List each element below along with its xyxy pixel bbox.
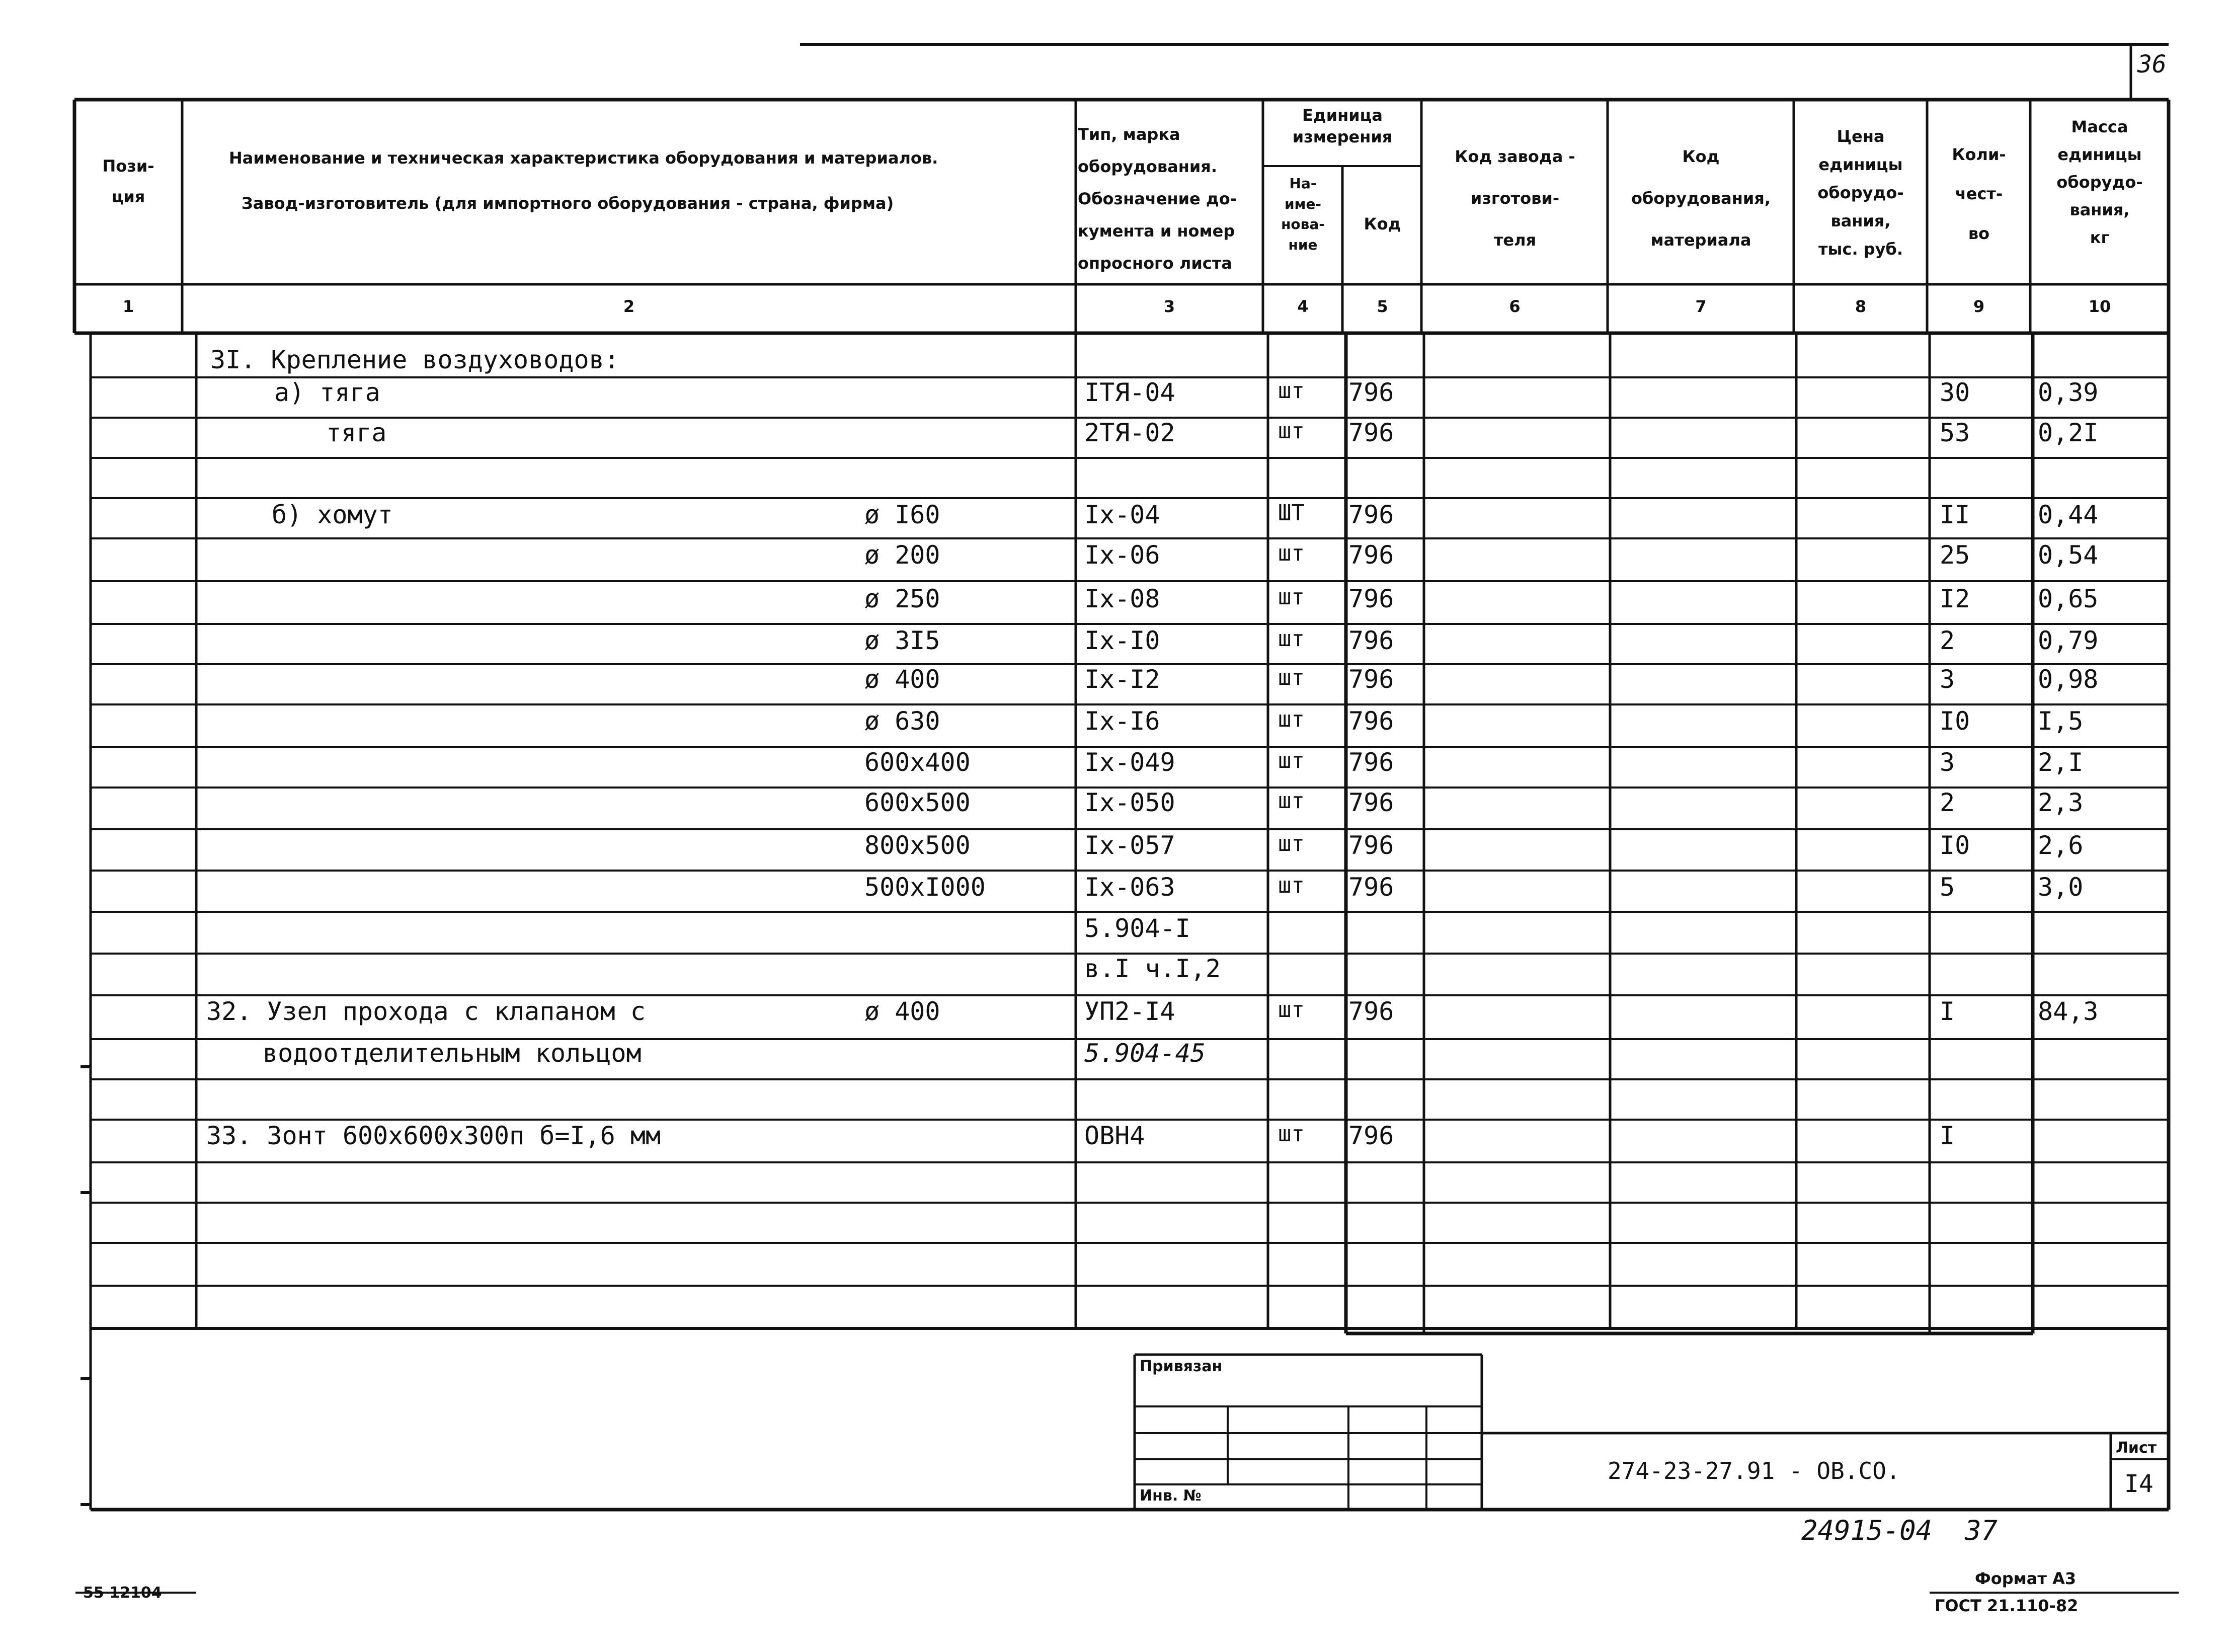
- header-unit-group: Единица измерения: [1292, 106, 1393, 147]
- handwritten-page-number: 37: [1965, 1515, 1998, 1546]
- row-12-mass: 2,3: [2038, 788, 2084, 817]
- column-number-8: 8: [1855, 297, 1867, 316]
- row-2-type: IТЯ-04: [1084, 378, 1175, 407]
- corner-page-number: 36: [2137, 50, 2167, 78]
- row-12-type: Iх-050: [1084, 788, 1175, 817]
- row-16-type: в.I ч.I,2: [1084, 954, 1221, 983]
- row-8-mass: 0,79: [2038, 626, 2099, 655]
- row-10-size: ø 630: [864, 706, 940, 736]
- row-18-name: водоотделительным кольцом: [263, 1039, 642, 1068]
- row-7-code: 796: [1348, 584, 1394, 613]
- row-2-code: 796: [1348, 378, 1394, 407]
- header-equipment-code: Код оборудования, материала: [1631, 147, 1771, 250]
- row-17-unit: шт: [1278, 997, 1305, 1022]
- row-14-mass: 3,0: [2038, 873, 2084, 902]
- row-11-type: Iх-049: [1084, 748, 1175, 777]
- print-code: 55 12104: [83, 1584, 162, 1602]
- row-9-type: Iх-I2: [1084, 665, 1160, 694]
- inventory-label: Инв. №: [1140, 1487, 1202, 1505]
- row-8-qty: 2: [1940, 626, 1955, 655]
- row-12-code: 796: [1348, 788, 1394, 817]
- row-11-mass: 2,I: [2038, 748, 2084, 777]
- row-12-qty: 2: [1940, 788, 1955, 817]
- row-10-type: Iх-I6: [1084, 706, 1160, 736]
- column-number-7: 7: [1695, 297, 1707, 316]
- row-3-type: 2ТЯ-02: [1084, 418, 1175, 447]
- attached-label: Привязан: [1140, 1358, 1223, 1375]
- header-factory-code: Код завода - изготови- теля: [1455, 147, 1575, 250]
- sheet-number: I4: [2124, 1470, 2153, 1498]
- row-20-code: 796: [1348, 1121, 1394, 1150]
- format-label: Формат А3: [1975, 1569, 2077, 1588]
- row-17-name: 32. Узел прохода с клапаном с: [206, 997, 646, 1026]
- row-5-unit: ШТ: [1278, 500, 1305, 526]
- header-mass: Масса единицы оборудо- вания, кг: [2056, 117, 2143, 248]
- row-9-mass: 0,98: [2038, 665, 2099, 694]
- column-number-5: 5: [1377, 297, 1388, 316]
- row-1-name: 3I. Крепление воздуховодов:: [210, 345, 619, 374]
- document-code: 274-23-27.91 - ОВ.СО.: [1608, 1457, 1900, 1484]
- row-8-unit: шт: [1278, 626, 1305, 652]
- row-6-unit: шт: [1278, 540, 1305, 566]
- row-9-qty: 3: [1940, 665, 1955, 694]
- column-number-1: 1: [122, 297, 134, 316]
- row-5-code: 796: [1348, 500, 1394, 529]
- column-number-3: 3: [1163, 297, 1175, 316]
- row-17-code: 796: [1348, 997, 1394, 1026]
- column-number-4: 4: [1297, 297, 1309, 316]
- row-6-mass: 0,54: [2038, 540, 2099, 570]
- row-14-type: Iх-063: [1084, 873, 1175, 902]
- row-7-qty: I2: [1940, 584, 1970, 613]
- sheet-label: Лист: [2116, 1439, 2157, 1457]
- row-7-type: Iх-08: [1084, 584, 1160, 613]
- column-number-6: 6: [1509, 297, 1521, 316]
- row-10-qty: I0: [1940, 706, 1970, 736]
- row-6-code: 796: [1348, 540, 1394, 570]
- row-5-mass: 0,44: [2038, 500, 2099, 529]
- header-unit-name: На- име- нова- ние: [1281, 175, 1325, 253]
- header-name-line1: Наименование и техническая характеристика оборудования и материалов.: [229, 148, 938, 168]
- row-9-code: 796: [1348, 665, 1394, 694]
- row-14-unit: шт: [1278, 873, 1305, 898]
- row-15-type: 5.904-I: [1084, 914, 1190, 943]
- header-position: Пози- ция: [102, 156, 154, 206]
- row-12-size: 600х500: [864, 788, 971, 817]
- row-8-size: ø 3I5: [864, 626, 940, 655]
- row-17-size: ø 400: [864, 997, 940, 1026]
- header-name-line2: Завод-изготовитель (для импортного оборудования - страна, фирма): [242, 194, 894, 213]
- row-20-name: 33. Зонт 600х600х300п б=I,6 мм: [206, 1121, 661, 1150]
- row-10-mass: I,5: [2038, 706, 2084, 736]
- row-13-mass: 2,6: [2038, 831, 2084, 860]
- row-3-unit: шт: [1278, 418, 1305, 444]
- row-5-type: Iх-04: [1084, 500, 1160, 529]
- row-3-qty: 53: [1940, 418, 1970, 447]
- row-13-size: 800х500: [864, 831, 971, 860]
- header-unit-code: Код: [1364, 214, 1401, 233]
- row-9-size: ø 400: [864, 665, 940, 694]
- row-20-unit: шт: [1278, 1121, 1305, 1147]
- header-quantity: Коли- чест- во: [1952, 145, 2006, 243]
- row-8-code: 796: [1348, 626, 1394, 655]
- row-3-name: тяга: [326, 418, 387, 447]
- row-9-unit: шт: [1278, 665, 1305, 690]
- row-2-unit: шт: [1278, 378, 1305, 404]
- row-13-unit: шт: [1278, 831, 1305, 856]
- handwritten-archive-number: 24915-04: [1801, 1515, 1933, 1546]
- column-number-9: 9: [1973, 297, 1985, 316]
- row-13-type: Iх-057: [1084, 831, 1175, 860]
- row-14-qty: 5: [1940, 873, 1955, 902]
- column-number-10: 10: [2088, 297, 2111, 316]
- row-2-name: а) тяга: [274, 378, 380, 407]
- row-20-type: ОВН4: [1084, 1121, 1145, 1150]
- row-17-qty: I: [1940, 997, 1955, 1026]
- row-11-unit: шт: [1278, 748, 1305, 773]
- header-type: Тип, марка оборудования. Обозначение до- кумента и номер опросного листа: [1078, 125, 1237, 273]
- row-13-qty: I0: [1940, 831, 1970, 860]
- row-18-type: 5.904-45: [1084, 1039, 1206, 1068]
- row-17-type: УП2-I4: [1084, 997, 1175, 1026]
- column-number-2: 2: [623, 297, 635, 316]
- row-2-qty: 30: [1940, 378, 1970, 407]
- row-20-qty: I: [1940, 1121, 1955, 1150]
- row-12-unit: шт: [1278, 788, 1305, 814]
- row-8-type: Iх-I0: [1084, 626, 1160, 655]
- row-5-qty: II: [1940, 500, 1970, 529]
- row-7-mass: 0,65: [2038, 584, 2099, 613]
- gost-label: ГОСТ 21.110-82: [1935, 1596, 2079, 1615]
- row-11-qty: 3: [1940, 748, 1955, 777]
- row-17-mass: 84,3: [2038, 997, 2099, 1026]
- row-11-code: 796: [1348, 748, 1394, 777]
- row-14-code: 796: [1348, 873, 1394, 902]
- row-3-mass: 0,2I: [2038, 418, 2099, 447]
- row-5-size: ø I60: [864, 500, 940, 529]
- row-10-code: 796: [1348, 706, 1394, 736]
- row-6-qty: 25: [1940, 540, 1970, 570]
- row-5-name: б) хомут: [272, 500, 393, 529]
- header-price: Цена единицы оборудо- вания, тыс. руб.: [1817, 127, 1904, 259]
- row-7-unit: шт: [1278, 584, 1305, 610]
- row-14-size: 500хI000: [864, 873, 986, 902]
- row-11-size: 600х400: [864, 748, 971, 777]
- row-6-size: ø 200: [864, 540, 940, 570]
- row-7-size: ø 250: [864, 584, 940, 613]
- row-2-mass: 0,39: [2038, 378, 2099, 407]
- row-6-type: Iх-06: [1084, 540, 1160, 570]
- row-13-code: 796: [1348, 831, 1394, 860]
- row-10-unit: шт: [1278, 706, 1305, 732]
- row-3-code: 796: [1348, 418, 1394, 447]
